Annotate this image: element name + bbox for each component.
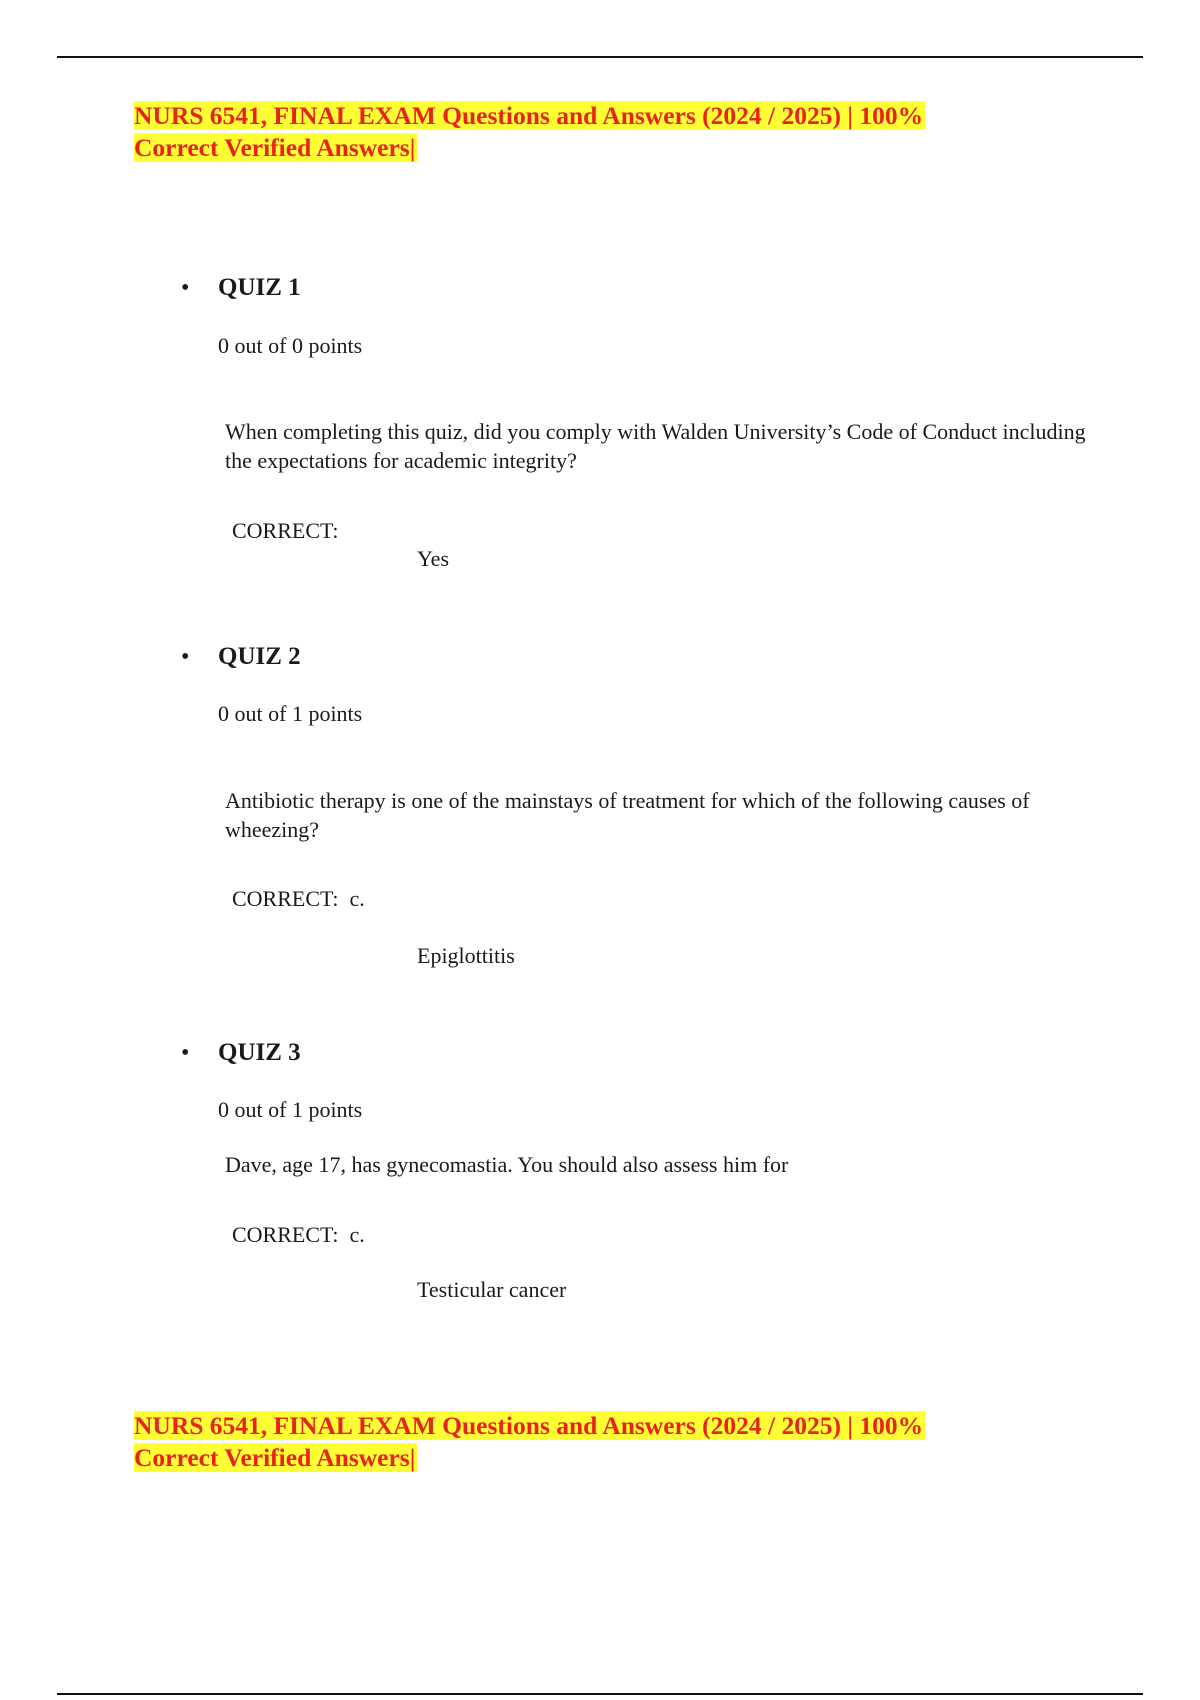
quiz-question: When completing this quiz, did you comply with Walden University’s Code of Conduct including the expectations for academic integrity? (225, 419, 1086, 473)
footer-banner (134, 1410, 994, 1474)
correct-answer: Epiglottitis (417, 943, 515, 968)
correct-label: CORRECT: (232, 518, 339, 543)
footer-banner-line1: NURS 6541, FINAL EXAM Questions and Answers (2024 / 2025) | 100% (134, 1411, 924, 1440)
footer-banner-line2: Correct Verified Answers| (134, 1443, 416, 1472)
top-rule (57, 56, 1143, 58)
bullet-icon: • (181, 644, 190, 670)
correct-label: CORRECT: c. (232, 1222, 365, 1247)
quiz-title: QUIZ 3 (218, 1039, 301, 1066)
quiz-question: Antibiotic therapy is one of the mainstays of treatment for which of the following causes of wheezing? (225, 788, 1030, 842)
quiz-question: Dave, age 17, has gynecomastia. You should also assess him for (225, 1152, 789, 1177)
correct-answer: Yes (417, 546, 450, 571)
bullet-icon: • (181, 275, 190, 301)
header-banner-line1: NURS 6541, FINAL EXAM Questions and Answers (2024 / 2025) | 100% (134, 101, 924, 130)
bottom-rule (57, 1693, 1143, 1695)
quiz-title: QUIZ 2 (218, 643, 301, 670)
correct-answer: Testicular cancer (417, 1277, 567, 1302)
quiz-title: QUIZ 1 (218, 274, 301, 301)
quiz-points: 0 out of 0 points (218, 333, 363, 358)
quiz-points: 0 out of 1 points (218, 701, 363, 726)
bullet-icon: • (181, 1040, 190, 1066)
quiz-points: 0 out of 1 points (218, 1097, 363, 1122)
header-banner-line2: Correct Verified Answers| (134, 133, 416, 162)
correct-label: CORRECT: c. (232, 886, 365, 911)
header-banner (134, 100, 994, 164)
